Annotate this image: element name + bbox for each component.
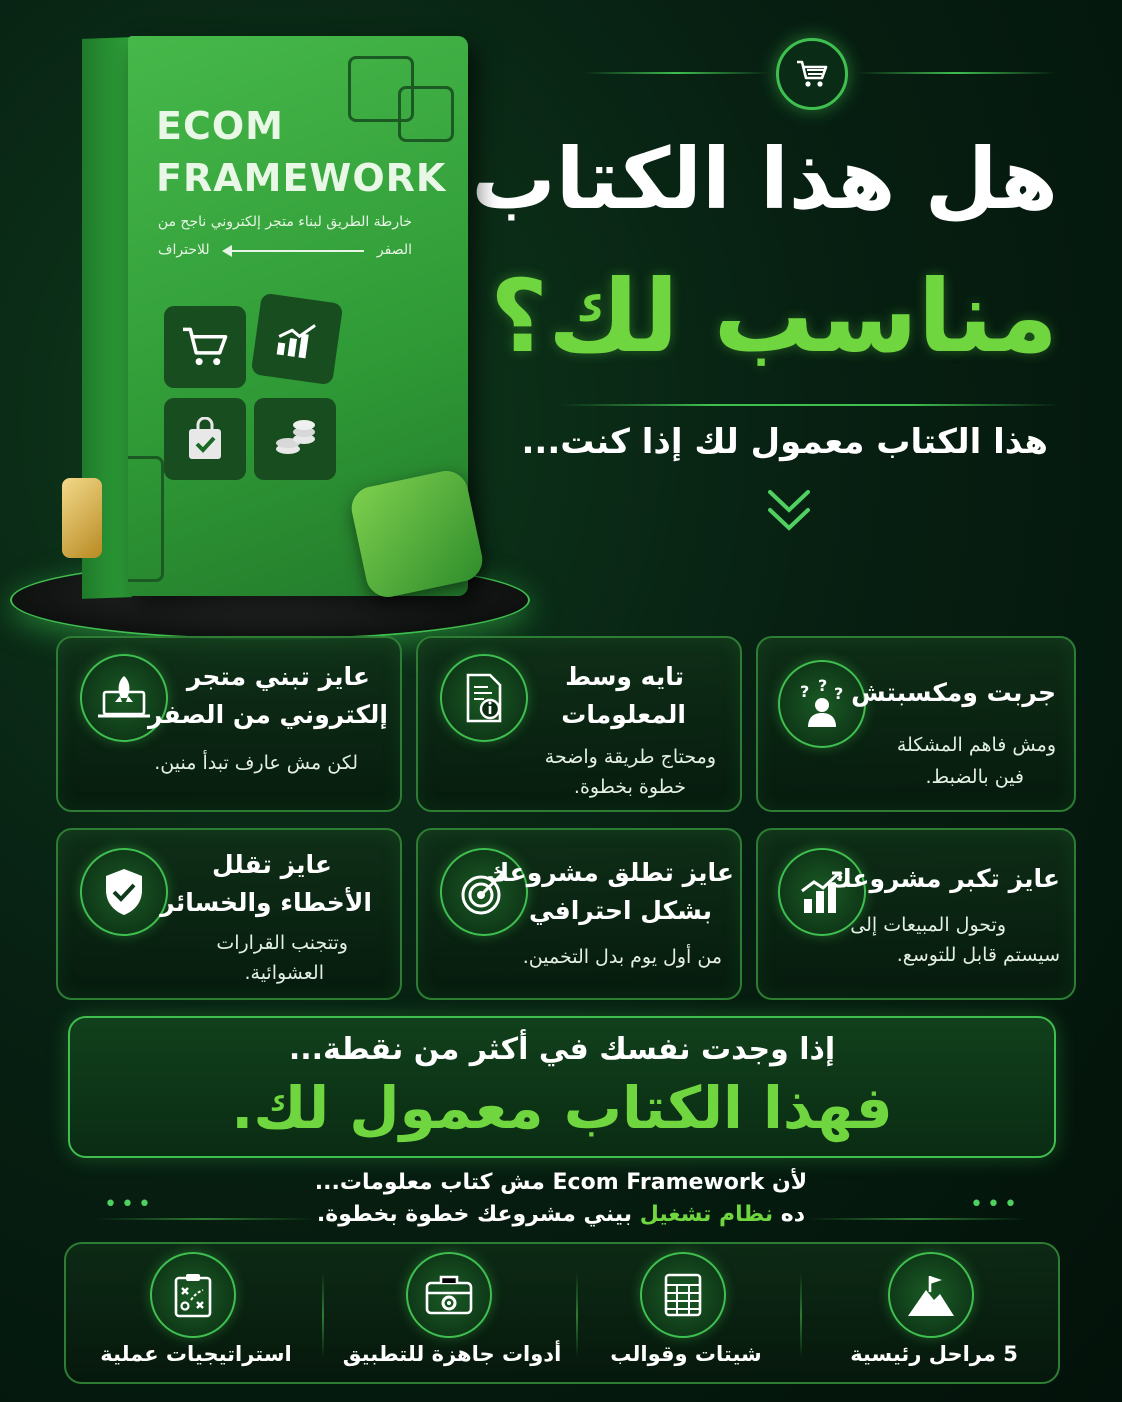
spreadsheet-icon (640, 1252, 726, 1338)
card-reduce-losses (56, 828, 402, 1000)
arrow-left-icon (224, 250, 364, 252)
gold-puzzle-piece (62, 478, 102, 558)
feature-label: شيتات وقوالب (610, 1342, 762, 1366)
headline-line1: هل هذا الكتاب (471, 130, 1058, 228)
subheadline: هذا الكتاب معمول لك إذا كنت... (521, 422, 1048, 462)
shopping-bag-check-icon (164, 398, 246, 480)
puzzle-outline-decoration (128, 456, 164, 582)
banner-line1: إذا وجدت نفسك في أكثر من نقطة... (288, 1032, 836, 1067)
headline-line2: مناسب لك؟ (490, 258, 1058, 375)
dots-decoration: ••• (104, 1192, 155, 1217)
shopping-cart-icon (776, 38, 848, 110)
card-text: سيستم قابل للتوسع. (896, 944, 1060, 966)
note-line2-prefix: ده (780, 1202, 806, 1227)
card-title: الأخطاء والخسائر (160, 888, 372, 917)
card-text: خطوة بخطوة. (573, 776, 686, 798)
headline-divider (560, 404, 1060, 406)
svg-text:?: ? (800, 682, 810, 701)
card-title: إلكتروني من الصفر (148, 700, 388, 729)
feature-label: أدوات جاهزة للتطبيق (342, 1342, 562, 1366)
book-subtitle: خارطة الطريق لبناء متجر إلكتروني ناجح من (157, 214, 412, 230)
chevron-down-icon (766, 486, 812, 538)
feature-label: 5 مراحل رئيسية (850, 1342, 1018, 1366)
card-launch-pro (416, 828, 742, 1000)
book-title-line1: ECOM (156, 104, 284, 148)
note-line1: لأن Ecom Framework مش كتاب معلومات... (314, 1170, 808, 1195)
note-line2 (0, 1202, 1122, 1227)
book-title-line2: FRAMEWORK (156, 156, 447, 200)
shopping-cart-icon (164, 306, 246, 388)
card-text: لكن مش عارف تبدأ منين. (154, 752, 358, 774)
feature-divider (322, 1272, 324, 1358)
mountain-flag-icon (888, 1252, 974, 1338)
card-text: ومش فاهم المشكلة (896, 734, 1056, 756)
feature-sheets (562, 1244, 810, 1382)
dots-decoration: ••• (970, 1192, 1021, 1217)
features-bar (64, 1242, 1060, 1384)
svg-text:?: ? (818, 679, 828, 695)
card-text: وتحول المبيعات إلى (850, 914, 1006, 936)
card-title: بشكل احترافي (529, 896, 712, 925)
card-scale-business (756, 828, 1076, 1000)
feature-tools (328, 1244, 576, 1382)
coins-icon (254, 398, 336, 480)
top-divider-right (856, 72, 1056, 74)
feature-strategies (72, 1244, 320, 1382)
feature-divider (576, 1272, 578, 1358)
card-title: المعلومات (561, 700, 686, 729)
card-title: عايز تقلل (211, 850, 332, 879)
feature-label: استراتيجيات عملية (100, 1342, 292, 1366)
note-line2-suffix: بيني مشروعك خطوة بخطوة. (316, 1202, 633, 1227)
book-from-label: الصفر (376, 242, 412, 258)
top-divider-left (584, 72, 770, 74)
shield-check-icon (80, 848, 168, 936)
card-title: عايز تكبر مشروعك (829, 864, 1060, 893)
note-line2-highlight: نظام تشغيل (639, 1202, 774, 1227)
svg-text:?: ? (834, 684, 844, 703)
strategy-board-icon (150, 1252, 236, 1338)
conclusion-banner (68, 1016, 1056, 1158)
banner-line2: فهذا الكتاب معمول لك. (231, 1074, 893, 1142)
card-text: وتتجنب القرارات (216, 932, 348, 954)
card-lost-info (416, 636, 742, 812)
card-text: فين بالضبط. (925, 766, 1024, 788)
card-text: من أول يوم بدل التخمين. (522, 946, 722, 968)
growth-chart-icon (251, 293, 344, 386)
card-text: ومحتاج طريقة واضحة (544, 746, 716, 768)
card-title: جربت ومكسبتش (851, 678, 1056, 707)
card-tried-failed (756, 636, 1076, 812)
book-to-label: للاحتراف (158, 242, 210, 258)
green-puzzle-piece (348, 467, 487, 601)
card-title: تايه وسط (565, 662, 684, 691)
feature-stages (810, 1244, 1058, 1382)
card-build-store (56, 636, 402, 812)
book-title (156, 100, 446, 204)
card-title: عايز تبني متجر (186, 662, 370, 691)
card-title: عايز تطلق مشروعك (486, 858, 734, 887)
document-info-icon (440, 654, 528, 742)
card-text: العشوائية. (244, 962, 324, 984)
toolbox-gear-icon (406, 1252, 492, 1338)
